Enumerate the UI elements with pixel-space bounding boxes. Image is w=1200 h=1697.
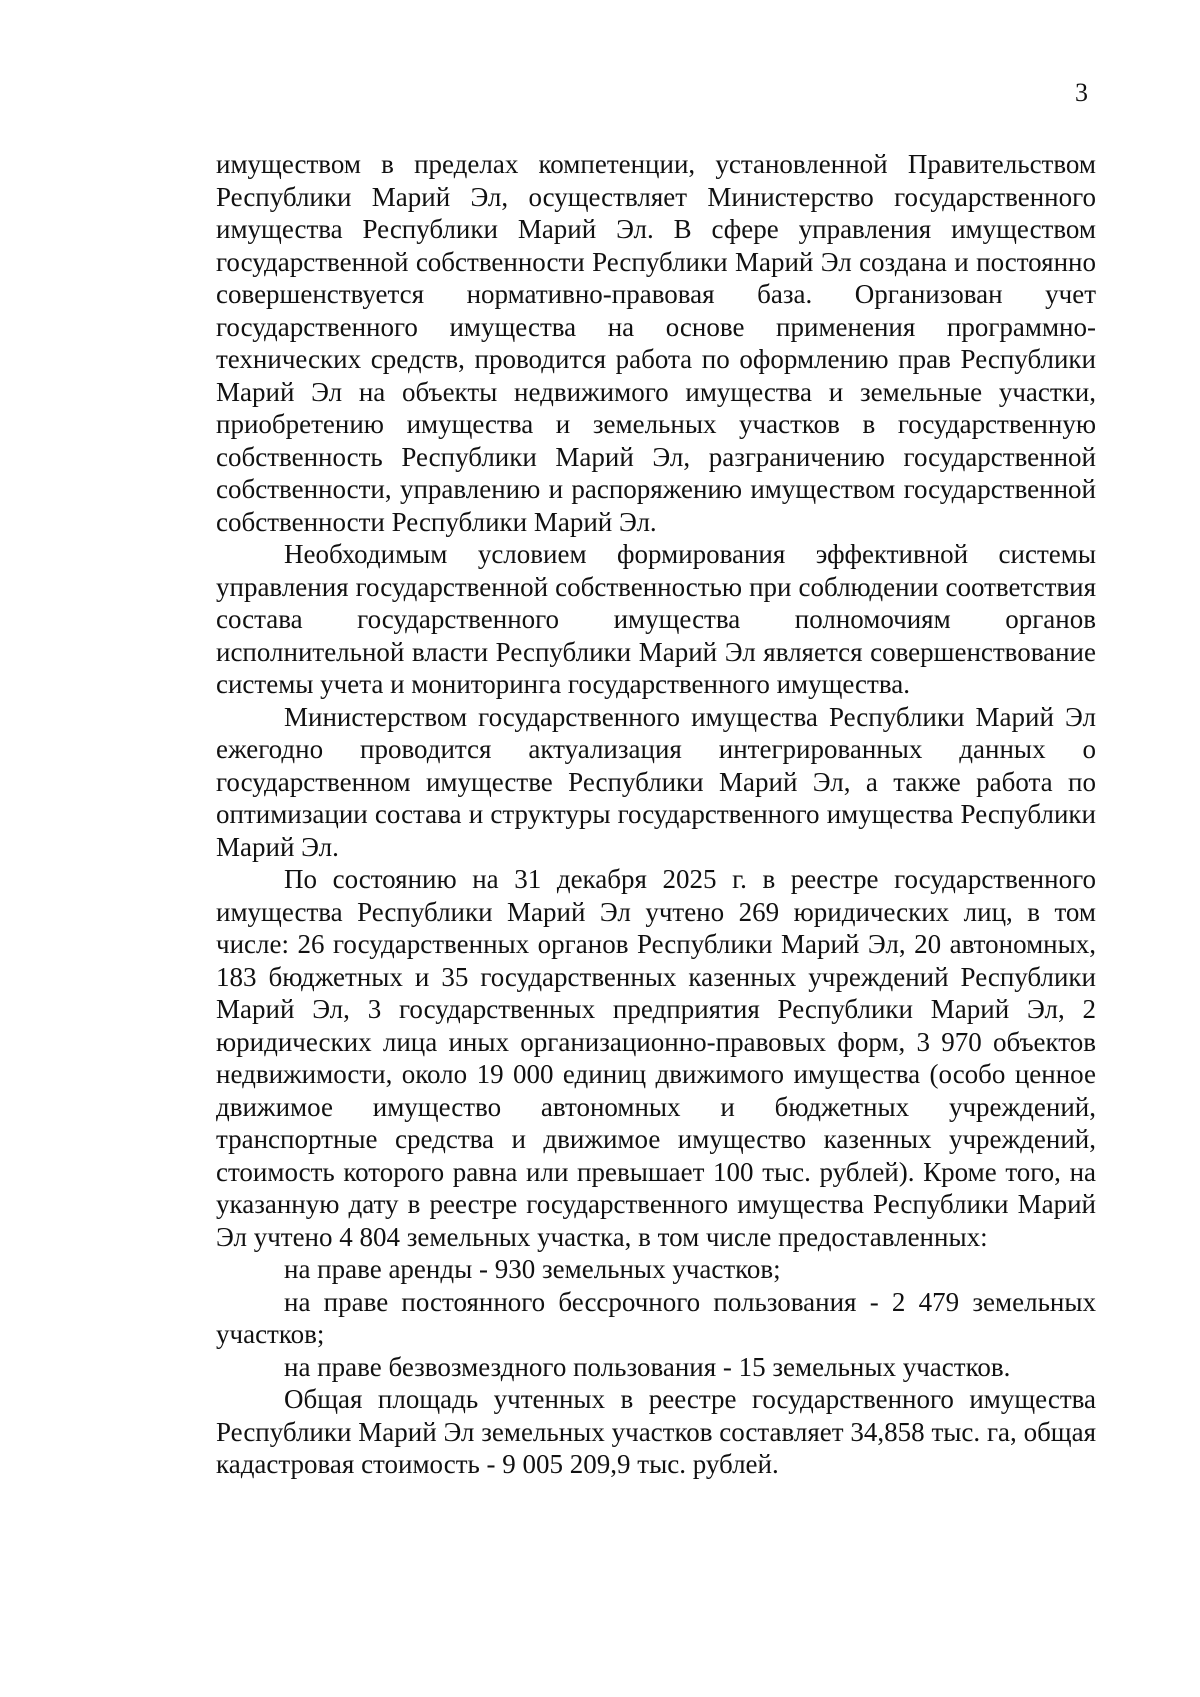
paragraph-3: Министерством государственного имущества Республики Марий Эл ежегодно проводится актуализация интегрированных данных о государственном имуществе Республики Марий Эл, а также работа по оптимизации состава и структуры государственного имущества Республики Марий Эл. [216,701,1096,862]
list-item-lease: на праве аренды - 930 земельных участков; [284,1254,781,1284]
paragraph-4: По состоянию на 31 декабря 2025 г. в реестре государственного имущества Республики Марий Эл учтено 269 юридических лиц, в том числе: 26 государственных органов Республики Марий Эл, 20 автономных, 183 бюджетных и 35 государственных казенных учреждений Республики Марий Эл, 3 государственных предприятия Республики Марий Эл, 2 юридических лица иных организационно-правовых форм, 3 970 объектов недвижимости, около 19 000 единиц движимого имущества (особо ценное движимое имущество автономных и бюджетных учреждений, транспортные средства и движимое имущество казенных учреждений, стоимость которого равна или превышает 100 тыс. рублей). Кроме того, на указанную дату в реестре государственного имущества Республики Марий Эл учтено 4 804 земельных участка, в том числе предоставленных: [216,864,1096,1252]
paragraph-2: Необходимым условием формирования эффективной системы управления государственной собственностью при соблюдении соответствия состава государственного имущества полномочиям органов исполнительной власти Республики Марий Эл является совершенствование системы учета и мониторинга государственного имущества. [216,539,1096,699]
page-number: 3 [1075,78,1088,107]
paragraph-1: имуществом в пределах компетенции, установленной Правительством Республики Марий Эл, осуществляет Министерство государственного имущества Республики Марий Эл. В сфере управления имуществом государственной собственности Республики Марий Эл создана и постоянно совершенствуется нормативно-правовая база. Организован учет государственного имущества на основе применения программно-технических средств, проводится работа по оформлению прав Республики Марий Эл на объекты недвижимого имущества и земельные участки, приобретению имущества и земельных участков в государственную собственность Республики Марий Эл, разграничению государственной собственности, управлению и распоряжению имуществом государственной собственности Республики Марий Эл. [216,149,1096,537]
list-item-free-use: на праве безвозмездного пользования - 15 земельных участков. [284,1351,1011,1382]
paragraph-summary: Общая площадь учтенных в реестре государственного имущества Республики Марий Эл земельных участков составляет 34,858 тыс. га, общая кадастровая стоимость - 9 005 209,9 тыс. рублей. [216,1384,1096,1479]
document-body [216,148,1096,1481]
list-item-permanent-use: на праве постоянного бессрочного пользования - 2 479 земельных участков; [216,1286,1096,1349]
